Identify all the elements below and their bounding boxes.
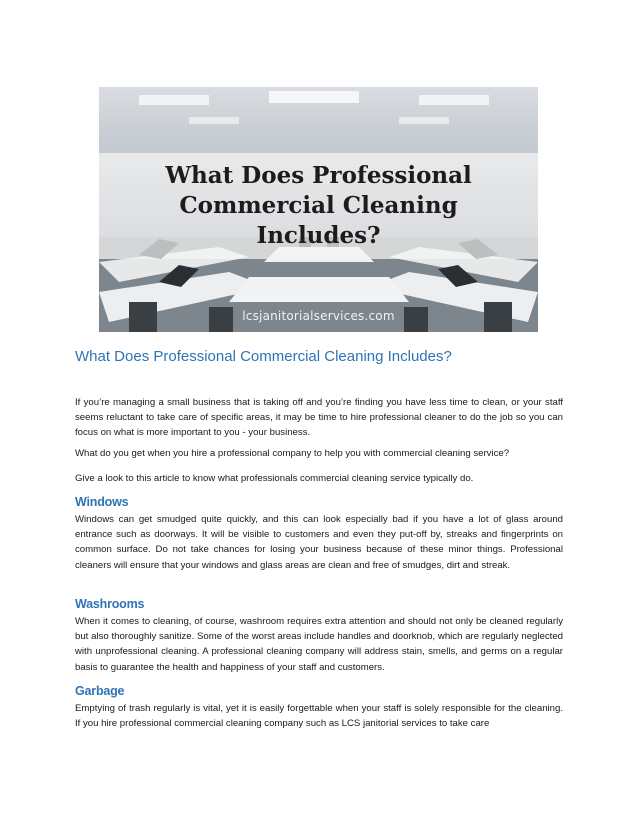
- hero-image: [99, 87, 538, 332]
- section-heading-garbage: Garbage: [75, 684, 125, 698]
- document-title: What Does Professional Commercial Cleaning Includes?: [75, 348, 452, 365]
- hero-title-line: Commercial Cleaning: [179, 192, 458, 219]
- hero-title-line: What Does Professional: [165, 162, 472, 189]
- section-body-garbage: Emptying of trash regularly is vital, yet it is easily forgettable when your staff is solely responsible for the cleaning. If you hire professional commercial cleaning company such as LCS janitorial services to take care: [75, 703, 563, 730]
- hero-title-line: Includes?: [256, 222, 381, 249]
- section-heading-washrooms: Washrooms: [75, 597, 145, 611]
- intro-paragraph-2: What do you get when you hire a professional company to help you with commercial cleaning service?: [75, 448, 510, 459]
- hero-caption: lcsjanitorialservices.com: [242, 309, 395, 323]
- section-heading-windows: Windows: [75, 495, 129, 509]
- hero-title: [99, 161, 538, 251]
- intro-paragraph-3: Give a look to this article to know what professionals commercial cleaning service typically do.: [75, 473, 474, 484]
- section-body-washrooms: When it comes to cleaning, of course, washroom requires extra attention and should not only be cleaned regularly but also thoroughly sanitize. Some of the worst areas include handles and doorknob, which are regularly neglected with unprofessional cleaning. A professional cleaning company will address stain, smells, and germs on a regular basis to guarantee the health and happiness of your staff and customers.: [75, 616, 563, 673]
- intro-paragraph-1: If you’re managing a small business that is taking off and you’re finding you have less time to clean, or your staff seems reluctant to take care of specific areas, it may be time to hire professional cleaner to do the job so you can focus on what is more important to you - your business.: [75, 397, 563, 439]
- section-body-windows: Windows can get smudged quite quickly, and this can look especially bad if you have a lot of glass around entrance such as doorways. It will be visible to customers and even they put-off by, streaks and fingerprints on common surface. Do not take chances for losing your business because of these minor things. Professional cleaners will ensure that your windows and glass areas are clean and free of smudges, dirt and streak.: [75, 514, 563, 571]
